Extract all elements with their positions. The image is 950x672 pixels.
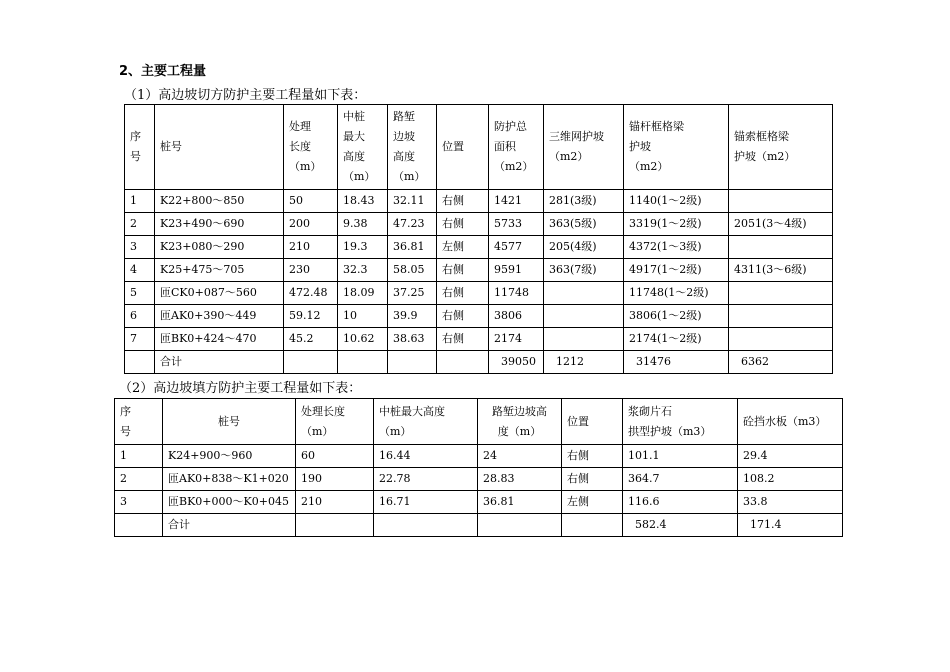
table-cell: 右侧 xyxy=(437,282,489,305)
table-cell: 2174 xyxy=(489,328,544,351)
table-cell: 3 xyxy=(125,236,155,259)
table-cell: 匝BK0+424～470 xyxy=(155,328,284,351)
table-cell: 4917(1～2级) xyxy=(624,259,729,282)
table-cell xyxy=(729,190,833,213)
table-cell: 左侧 xyxy=(437,236,489,259)
table-cell: 472.48 xyxy=(284,282,338,305)
table-row xyxy=(125,190,833,213)
table-cell: 6 xyxy=(125,305,155,328)
total-cell: 39050 xyxy=(489,351,544,374)
header-cell: 中桩 最大 高度 （m） xyxy=(338,105,388,190)
table-cell: 4577 xyxy=(489,236,544,259)
table-row xyxy=(125,213,833,236)
table-row xyxy=(115,491,843,514)
header-cell: 路堑边坡高 度（m） xyxy=(478,399,562,445)
table-cell: 59.12 xyxy=(284,305,338,328)
table-cell: 4372(1～3级) xyxy=(624,236,729,259)
table-cell: 28.83 xyxy=(478,468,562,491)
total-cell: 1212 xyxy=(544,351,624,374)
table-cell: 16.44 xyxy=(374,445,478,468)
table-cell: 2174(1～2级) xyxy=(624,328,729,351)
table-cell: 2 xyxy=(115,468,163,491)
table-cell: K22+800～850 xyxy=(155,190,284,213)
table-cell: 右侧 xyxy=(562,468,623,491)
table-cell: 29.4 xyxy=(738,445,843,468)
header-cell: 砼挡水板（m3） xyxy=(738,399,843,445)
total-cell xyxy=(338,351,388,374)
table-cell: 22.78 xyxy=(374,468,478,491)
header-cell: 处理长度 （m） xyxy=(296,399,374,445)
table-cell: 11748 xyxy=(489,282,544,305)
table-cell: 108.2 xyxy=(738,468,843,491)
table-cell: 11748(1～2级) xyxy=(624,282,729,305)
header-cell: 位置 xyxy=(437,105,489,190)
table-cell: 右侧 xyxy=(562,445,623,468)
table-cell: 5 xyxy=(125,282,155,305)
table-cell: 19.3 xyxy=(338,236,388,259)
table-cell: 7 xyxy=(125,328,155,351)
table-cell: 281(3级) xyxy=(544,190,624,213)
table1-body xyxy=(125,190,833,374)
table-cell: 38.63 xyxy=(388,328,437,351)
table-cell: 116.6 xyxy=(623,491,738,514)
table-cell: 60 xyxy=(296,445,374,468)
cut-slope-table xyxy=(124,104,833,374)
table-cell: 230 xyxy=(284,259,338,282)
header-cell: 浆砌片石 拱型护坡（m3） xyxy=(623,399,738,445)
table-cell: K23+080～290 xyxy=(155,236,284,259)
table-cell: 205(4级) xyxy=(544,236,624,259)
table-cell: K23+490～690 xyxy=(155,213,284,236)
table-cell: 45.2 xyxy=(284,328,338,351)
table-cell: 363(7级) xyxy=(544,259,624,282)
table-cell: 1 xyxy=(125,190,155,213)
table-cell xyxy=(544,305,624,328)
table-cell: 364.7 xyxy=(623,468,738,491)
table-cell: 50 xyxy=(284,190,338,213)
table-cell: 10.62 xyxy=(338,328,388,351)
table-cell: 39.9 xyxy=(388,305,437,328)
table-cell xyxy=(729,236,833,259)
table-cell: 16.71 xyxy=(374,491,478,514)
header-cell: 桩号 xyxy=(163,399,296,445)
total-cell xyxy=(437,351,489,374)
table-cell: 3 xyxy=(115,491,163,514)
table-cell: 匝BK0+000～K0+045 xyxy=(163,491,296,514)
table2-caption: （2）高边坡填方防护主要工程量如下表： xyxy=(119,381,362,396)
table-cell xyxy=(729,328,833,351)
table-cell: 4311(3～6级) xyxy=(729,259,833,282)
table-cell: 24 xyxy=(478,445,562,468)
table-cell: 右侧 xyxy=(437,213,489,236)
table-cell: 右侧 xyxy=(437,190,489,213)
fill-slope-table xyxy=(114,398,843,537)
table-cell: 200 xyxy=(284,213,338,236)
total-cell: 31476 xyxy=(624,351,729,374)
table-cell: 1140(1～2级) xyxy=(624,190,729,213)
table-cell: 1 xyxy=(115,445,163,468)
table-row xyxy=(125,259,833,282)
total-cell xyxy=(296,514,374,537)
total-cell xyxy=(562,514,623,537)
table-cell: 210 xyxy=(284,236,338,259)
header-cell: 防护总 面积 （m2） xyxy=(489,105,544,190)
table-cell: 2051(3～4级) xyxy=(729,213,833,236)
table-cell: 32.3 xyxy=(338,259,388,282)
table-cell xyxy=(729,305,833,328)
header-cell: 三维网护坡 （m2） xyxy=(544,105,624,190)
table-row xyxy=(125,282,833,305)
table-cell: 36.81 xyxy=(388,236,437,259)
table-cell: 190 xyxy=(296,468,374,491)
table-cell xyxy=(544,282,624,305)
table-cell: 10 xyxy=(338,305,388,328)
table-cell xyxy=(729,282,833,305)
table-cell: 363(5级) xyxy=(544,213,624,236)
table-cell: 匝CK0+087～560 xyxy=(155,282,284,305)
table-cell: 9591 xyxy=(489,259,544,282)
table-cell: 左侧 xyxy=(562,491,623,514)
total-cell: 582.4 xyxy=(623,514,738,537)
header-cell: 锚索框格梁 护坡（m2） xyxy=(729,105,833,190)
table-cell: K25+475～705 xyxy=(155,259,284,282)
total-row xyxy=(115,514,843,537)
table-cell xyxy=(544,328,624,351)
header-cell: 序 号 xyxy=(125,105,155,190)
table-cell: 210 xyxy=(296,491,374,514)
total-cell xyxy=(388,351,437,374)
table-cell: 右侧 xyxy=(437,328,489,351)
total-cell: 合计 xyxy=(155,351,284,374)
header-cell: 桩号 xyxy=(155,105,284,190)
header-cell: 位置 xyxy=(562,399,623,445)
table1-header-row xyxy=(125,105,833,190)
table-cell: 5733 xyxy=(489,213,544,236)
table-cell: 18.09 xyxy=(338,282,388,305)
header-cell: 中桩最大高度 （m） xyxy=(374,399,478,445)
table-cell: 匝AK0+838～K1+020 xyxy=(163,468,296,491)
table-cell: 32.11 xyxy=(388,190,437,213)
total-cell xyxy=(115,514,163,537)
table-cell: 3806 xyxy=(489,305,544,328)
table-cell: K24+900～960 xyxy=(163,445,296,468)
total-cell: 6362 xyxy=(729,351,833,374)
total-cell xyxy=(284,351,338,374)
table1-caption: （1）高边坡切方防护主要工程量如下表： xyxy=(124,88,367,103)
total-cell xyxy=(125,351,155,374)
table-cell: 右侧 xyxy=(437,259,489,282)
table-row xyxy=(125,328,833,351)
total-cell: 合计 xyxy=(163,514,296,537)
table-cell: 1421 xyxy=(489,190,544,213)
table-cell: 101.1 xyxy=(623,445,738,468)
table2-body xyxy=(115,445,843,537)
table-cell: 3806(1～2级) xyxy=(624,305,729,328)
table-cell: 9.38 xyxy=(338,213,388,236)
header-cell: 序 号 xyxy=(115,399,163,445)
total-row xyxy=(125,351,833,374)
table-cell: 37.25 xyxy=(388,282,437,305)
total-cell xyxy=(478,514,562,537)
table-cell: 匝AK0+390～449 xyxy=(155,305,284,328)
total-cell xyxy=(374,514,478,537)
header-cell: 处理 长度 （m） xyxy=(284,105,338,190)
table-cell: 4 xyxy=(125,259,155,282)
table-cell: 36.81 xyxy=(478,491,562,514)
table-row xyxy=(125,236,833,259)
total-cell: 171.4 xyxy=(738,514,843,537)
table-row xyxy=(115,445,843,468)
table-cell: 33.8 xyxy=(738,491,843,514)
table-cell: 47.23 xyxy=(388,213,437,236)
table-cell: 18.43 xyxy=(338,190,388,213)
section-heading: 2、主要工程量 xyxy=(119,64,207,79)
table-cell: 右侧 xyxy=(437,305,489,328)
table-cell: 2 xyxy=(125,213,155,236)
table-cell: 58.05 xyxy=(388,259,437,282)
header-cell: 路堑 边坡 高度 （m） xyxy=(388,105,437,190)
table-cell: 3319(1～2级) xyxy=(624,213,729,236)
header-cell: 锚杆框格梁 护坡 （m2） xyxy=(624,105,729,190)
table2-header-row xyxy=(115,399,843,445)
table-row xyxy=(125,305,833,328)
table-row xyxy=(115,468,843,491)
